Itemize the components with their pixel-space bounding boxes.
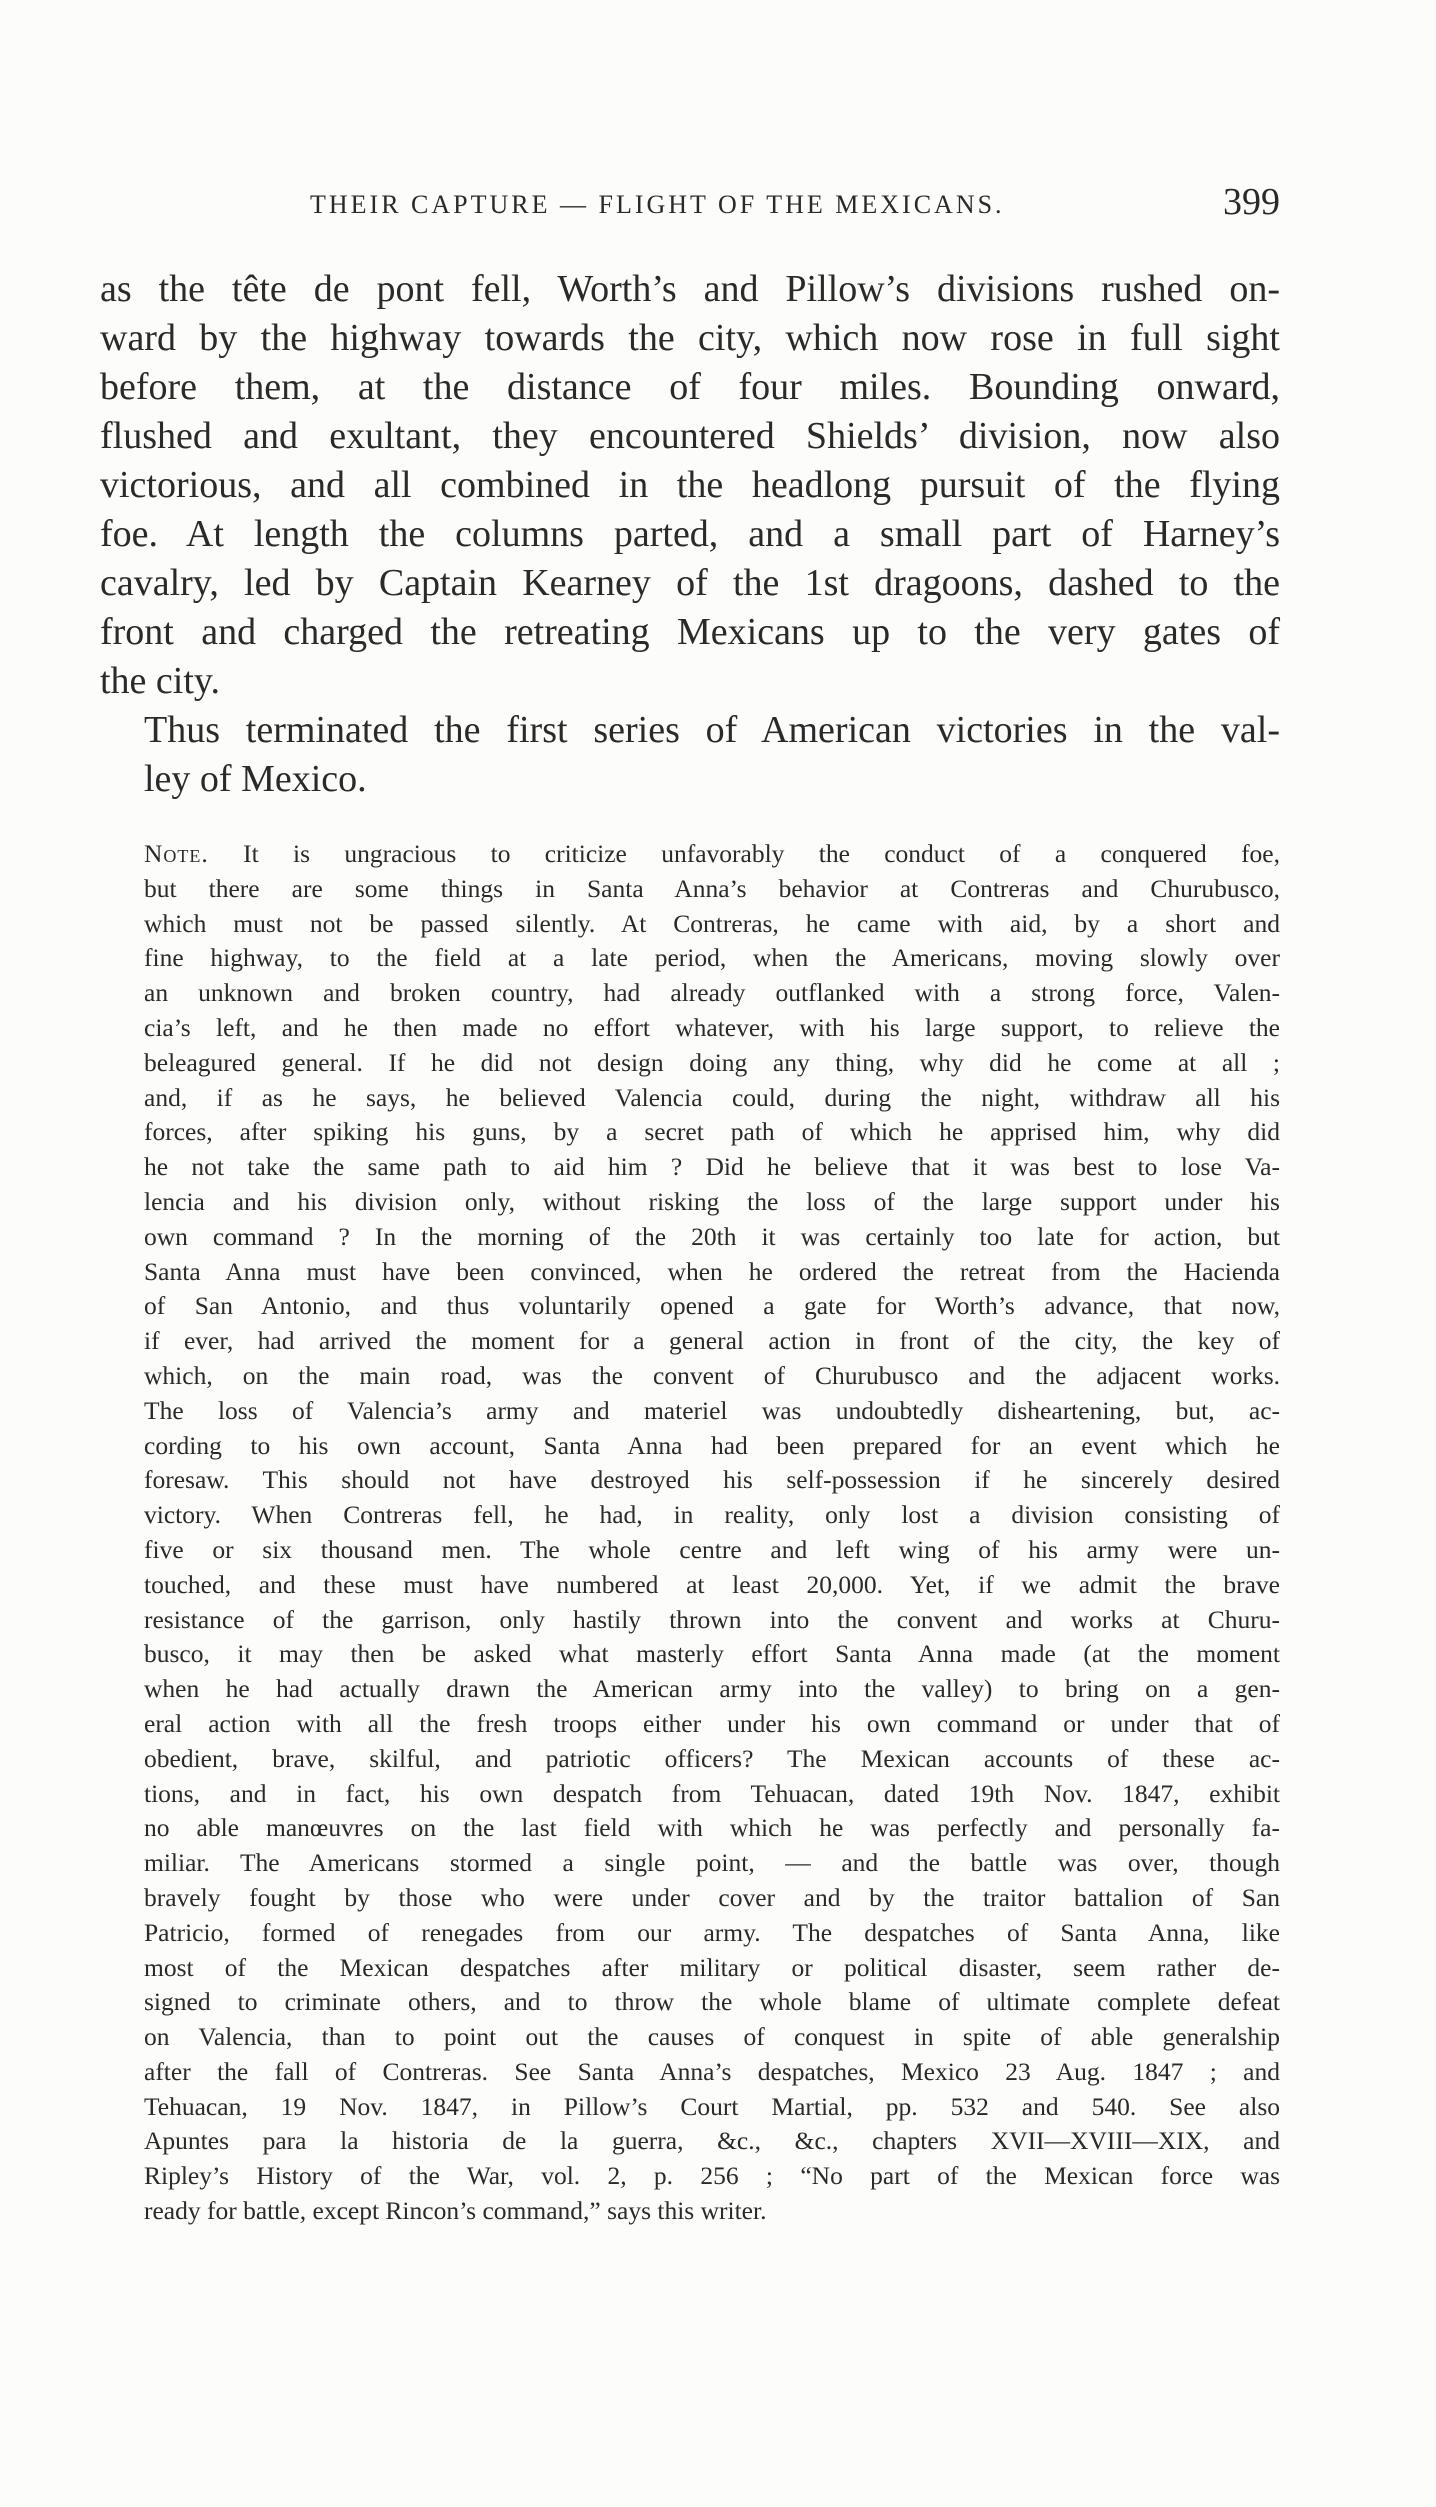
text-line: and, if as he says, he believed Valencia could, during the night, withdraw all his [144,1082,1280,1112]
page-number: 399 [1223,181,1280,223]
text-line: no able manœuvres on the last field with which he was perfectly and personally fa- [144,1813,1280,1843]
text-line: eral action with all the fresh troops either under his own command or under that of [144,1708,1280,1738]
text-line: tions, and in fact, his own despatch from Tehuacan, dated 19th Nov. 1847, exhibit [144,1778,1280,1808]
text-line: front and charged the retreating Mexicans up to the very gates of [100,611,1280,653]
text-line: ley of Mexico. [144,758,367,800]
text-line: which, on the main road, was the convent of Churubusco and the adjacent works. [144,1360,1280,1390]
text-line: as the tête de pont fell, Worth’s and Pillow’s divisions rushed on- [100,268,1280,310]
paragraph-2 [100,706,1280,804]
text-line: most of the Mexican despatches after military or political disaster, seem rather de- [144,1952,1280,1982]
text-line: signed to criminate others, and to throw the whole blame of ultimate complete defeat [144,1987,1280,2017]
text-line: cia’s left, and he then made no effort whatever, with his large support, to relieve the [144,1012,1280,1042]
text-line: Note. It is ungracious to criticize unfavorably the conduct of a conquered foe, [144,839,1280,868]
text-line: own command ? In the morning of the 20th it was certainly too late for action, but [144,1221,1280,1251]
text-line: The loss of Valencia’s army and materiel was undoubtedly disheartening, but, ac- [144,1395,1280,1425]
text-line: the city. [100,660,220,702]
text-line: ready for battle, except Rincon’s command,” says this writer. [144,2196,767,2226]
paragraph-1 [100,265,1280,706]
text-line: bravely fought by those who were under cover and by the traitor battalion of San [144,1882,1280,1912]
text-line: after the fall of Contreras. See Santa Anna’s despatches, Mexico 23 Aug. 1847 ; and [144,2056,1280,2086]
text-line: if ever, had arrived the moment for a general action in front of the city, the key of [144,1326,1280,1356]
text-line: busco, it may then be asked what masterly effort Santa Anna made (at the moment [144,1639,1280,1669]
text-line: Ripley’s History of the War, vol. 2, p. 256 ; “No part of the Mexican force was [144,2161,1280,2191]
note-lead: Note. [144,839,209,868]
text-line: Thus terminated the first series of American victories in the val- [144,709,1280,751]
text-line: when he had actually drawn the American army into the valley) to bring on a gen- [144,1674,1280,1704]
text-line: he not take the same path to aid him ? Did he believe that it was best to lose Va- [144,1152,1280,1182]
text-line: victory. When Contreras fell, he had, in reality, only lost a division consisting of [144,1500,1280,1530]
text-line: Patricio, formed of renegades from our army. The despatches of Santa Anna, like [144,1917,1280,1947]
text-line: Santa Anna must have been convinced, when he ordered the retreat from the Hacienda [144,1256,1280,1286]
text-line: cavalry, led by Captain Kearney of the 1st dragoons, dashed to the [100,562,1280,604]
text-line: on Valencia, than to point out the causes of conquest in spite of able generalship [144,2022,1280,2052]
text-line: foe. At length the columns parted, and a small part of Harney’s [100,513,1280,555]
text-line: Tehuacan, 19 Nov. 1847, in Pillow’s Court Martial, pp. 532 and 540. See also [144,2091,1280,2121]
text-line: foresaw. This should not have destroyed his self-possession if he sincerely desired [144,1465,1280,1495]
text-line: Apuntes para la historia de la guerra, &c., &c., chapters XVII—XVIII—XIX, and [144,2126,1280,2156]
text-line: victorious, and all combined in the headlong pursuit of the flying [100,464,1280,506]
running-head [100,180,1280,230]
text-line: ward by the highway towards the city, which now rose in full sight [100,317,1280,359]
text-line: obedient, brave, skilful, and patriotic officers? The Mexican accounts of these ac- [144,1743,1280,1773]
text-line: lencia and his division only, without risking the loss of the large support under his [144,1186,1280,1216]
running-title: THEIR CAPTURE — FLIGHT OF THE MEXICANS. [310,190,1005,219]
body-text [100,265,1280,804]
text-line: but there are some things in Santa Anna’s behavior at Contreras and Churubusco, [144,873,1280,903]
text-line: fine highway, to the field at a late period, when the Americans, moving slowly over [144,943,1280,973]
text-line: forces, after spiking his guns, by a secret path of which he apprised him, why did [144,1117,1280,1147]
text-line: which must not be passed silently. At Contreras, he came with aid, by a short and [144,908,1280,938]
text-line: resistance of the garrison, only hastily thrown into the convent and works at Churu- [144,1604,1280,1634]
page [100,180,1280,2229]
text-line: beleagured general. If he did not design doing any thing, why did he come at all ; [144,1047,1280,1077]
text-line: five or six thousand men. The whole centre and left wing of his army were un- [144,1534,1280,1564]
text-line: flushed and exultant, they encountered Shields’ division, now also [100,415,1280,457]
text-line: an unknown and broken country, had already outflanked with a strong force, Valen- [144,978,1280,1008]
text-line: of San Antonio, and thus voluntarily opened a gate for Worth’s advance, that now, [144,1291,1280,1321]
text-line: touched, and these must have numbered at least 20,000. Yet, if we admit the brave [144,1569,1280,1599]
text-line: before them, at the distance of four miles. Bounding onward, [100,366,1280,408]
text-line: miliar. The Americans stormed a single point, — and the battle was over, though [144,1848,1280,1878]
footnote [100,837,1280,2229]
text-line: cording to his own account, Santa Anna had been prepared for an event which he [144,1430,1280,1460]
